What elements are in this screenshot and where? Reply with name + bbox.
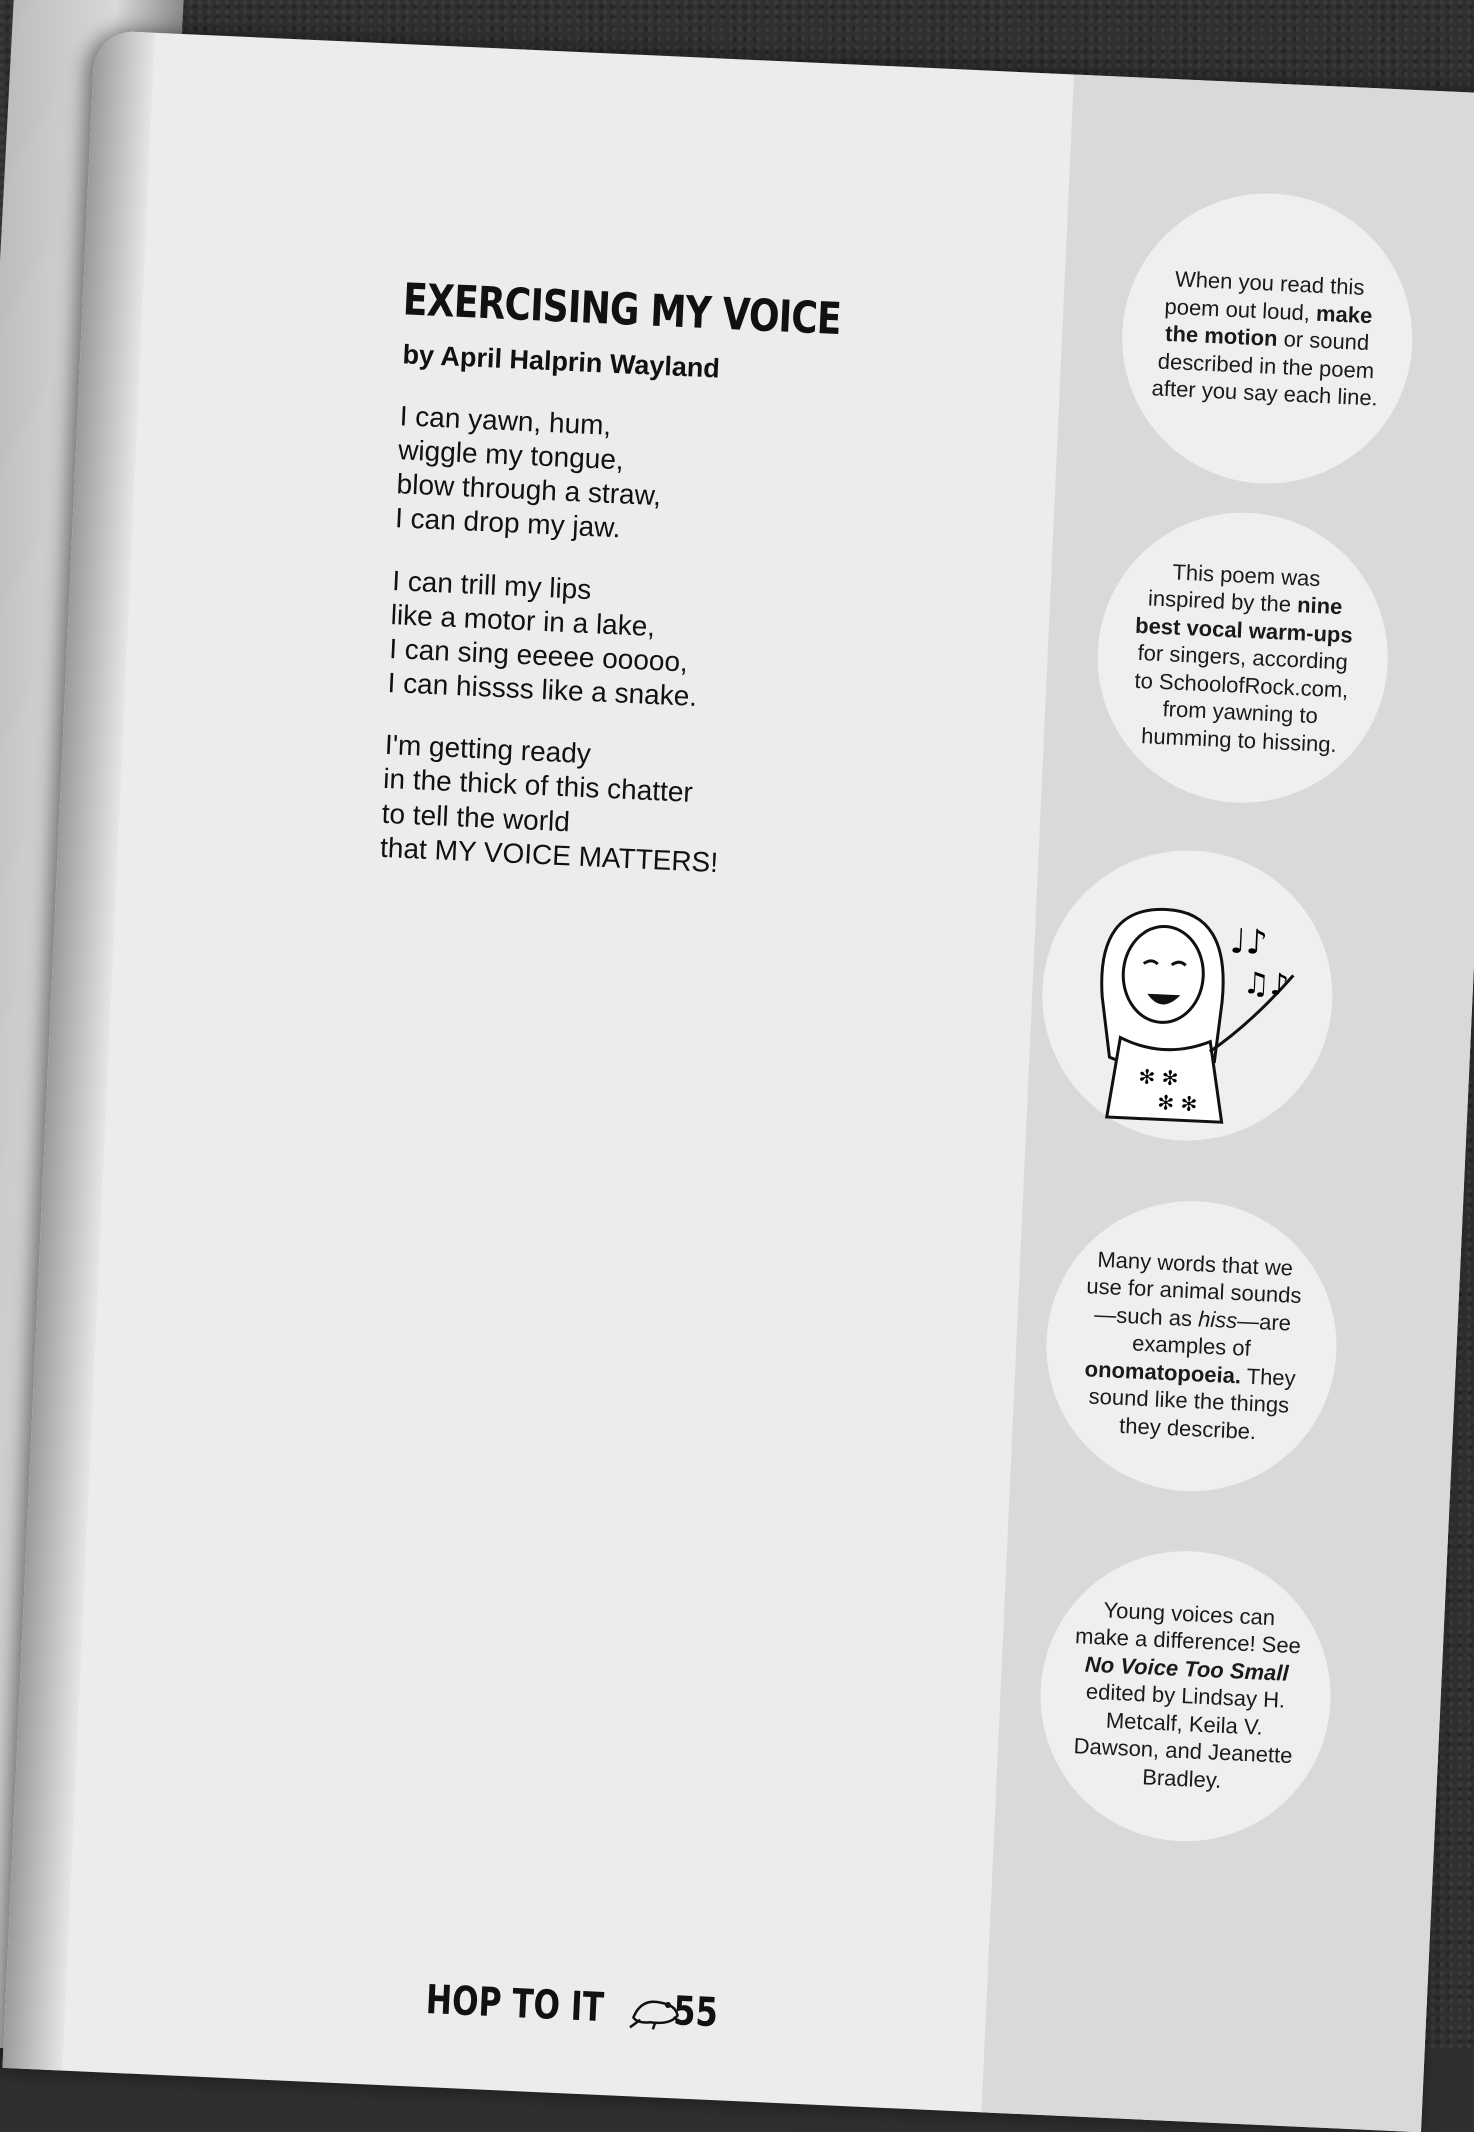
page-footer	[425, 1977, 725, 2036]
note-text: —are examples of	[1131, 1307, 1292, 1362]
poem-line: wiggle my tongue,	[397, 434, 625, 476]
sidebar-note-onomatopoeia	[1040, 1195, 1343, 1498]
sidebar-note-motion	[1116, 187, 1419, 490]
poem-line: like a motor in a lake,	[390, 598, 656, 642]
poem-title: EXERCISING MY VOICE	[401, 274, 842, 346]
poem-line: I can yawn, hum,	[399, 400, 612, 441]
poem-line: in the thick of this chatter	[382, 763, 694, 809]
poem-line: I can hissss like a snake.	[386, 667, 698, 713]
note-text: They sound like the things they describe.	[1088, 1363, 1297, 1444]
poem-line: I can sing eeeee ooooo,	[388, 632, 689, 678]
note-text: Many words that we use for animal sounds—such as	[1085, 1246, 1302, 1332]
page-number: 55	[672, 1988, 719, 2037]
note-text: edited by Lindsay H. Metcalf, Keila V. Dawson, and Jeanette Bradley.	[1073, 1678, 1293, 1793]
note-emphasis: nine best vocal warm-ups	[1134, 592, 1354, 648]
singing-girl-illustration	[1036, 844, 1339, 1147]
poem-body	[378, 399, 738, 908]
svg-text:✻ ✻: ✻ ✻	[1156, 1090, 1198, 1117]
note-italic: hiss	[1197, 1306, 1238, 1333]
singing-girl-icon	[1036, 844, 1339, 1147]
note-text: This poem was inspired by the	[1147, 559, 1321, 618]
section-title: HOP TO IT	[424, 1977, 605, 2032]
sidebar-note-warmups	[1091, 506, 1394, 809]
poem-line: that MY VOICE MATTERS!	[379, 831, 719, 878]
note-text: When you read this poem out loud,	[1164, 266, 1365, 326]
sidebar-note-book	[1034, 1545, 1337, 1848]
note-emphasis: make the motion	[1164, 300, 1373, 352]
note-emphasis: onomatopoeia.	[1084, 1356, 1242, 1389]
poem-byline: by April Halprin Wayland	[401, 339, 721, 384]
note-text: or sound described in the poem after you say each line.	[1151, 326, 1379, 411]
sidebar-panel	[981, 74, 1474, 2132]
poem-line: I can trill my lips	[391, 564, 593, 605]
book-title: No Voice Too Small	[1084, 1651, 1290, 1686]
svg-text:✻ ✻: ✻ ✻	[1138, 1064, 1179, 1091]
poem-line: blow through a straw,	[396, 468, 662, 512]
book-page	[2, 30, 1474, 2132]
poem-line: I'm getting ready	[384, 729, 592, 770]
note-text: Young voices can make a difference! See	[1074, 1597, 1302, 1659]
svg-text:♩♪: ♩♪	[1228, 921, 1269, 964]
poem-line: to tell the world	[381, 797, 571, 837]
poem-stanza-1	[394, 399, 738, 551]
poem-line: I can drop my jaw.	[394, 502, 622, 544]
poem-stanza-3	[379, 728, 723, 880]
note-text: for singers, according to SchoolofRock.com, from yawning to humming to hissing.	[1134, 640, 1349, 757]
svg-text:♫♪: ♫♪	[1242, 966, 1290, 1004]
poem-stanza-2	[387, 564, 731, 716]
